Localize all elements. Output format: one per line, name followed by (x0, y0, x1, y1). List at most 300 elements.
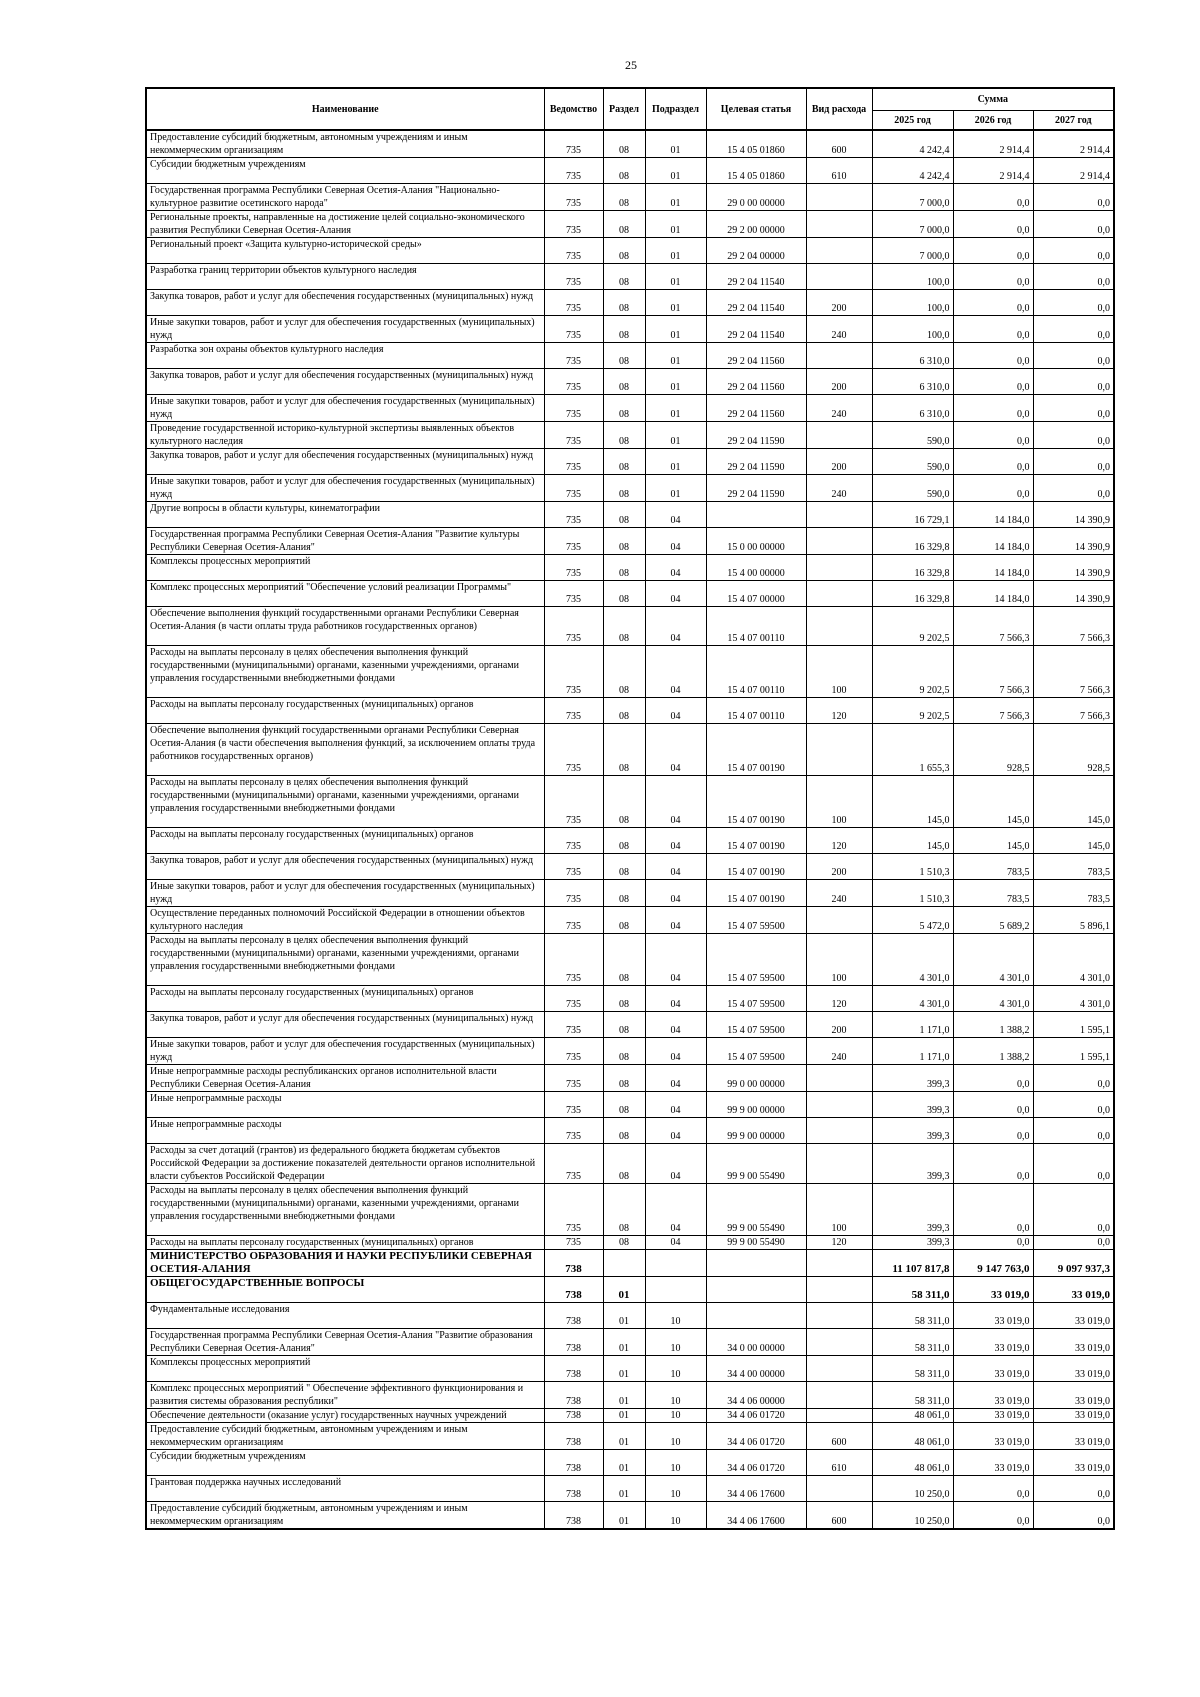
cell-sum-2025: 145,0 (872, 776, 953, 828)
cell-sum-2026: 0,0 (953, 343, 1033, 369)
cell-razdel: 08 (603, 1012, 645, 1038)
cell-celevaya-statya: 99 9 00 00000 (706, 1092, 806, 1118)
cell-podrazdel: 04 (645, 502, 706, 528)
cell-razdel: 08 (603, 184, 645, 211)
cell-name: Обеспечение выполнения функций государственными органами Республики Северная Осетия-Алания (в части оплаты труда работников государственных органов) (146, 607, 544, 646)
cell-sum-2027: 0,0 (1033, 290, 1114, 316)
cell-razdel: 08 (603, 934, 645, 986)
cell-name: Иные закупки товаров, работ и услуг для обеспечения государственных (муниципальных) нужд (146, 475, 544, 502)
cell-name: Другие вопросы в области культуры, кинематографии (146, 502, 544, 528)
cell-vedomstvo: 738 (544, 1277, 603, 1303)
page-number: 25 (625, 58, 637, 72)
cell-razdel: 08 (603, 724, 645, 776)
cell-vid-rashoda: 100 (806, 646, 872, 698)
cell-vid-rashoda: 600 (806, 130, 872, 158)
cell-sum-2026: 1 388,2 (953, 1038, 1033, 1065)
table-row (146, 1144, 1114, 1184)
cell-vedomstvo: 735 (544, 158, 603, 184)
table-row (146, 1329, 1114, 1356)
cell-podrazdel: 04 (645, 1184, 706, 1236)
cell-razdel: 08 (603, 854, 645, 880)
table-row (146, 502, 1114, 528)
cell-sum-2025: 7 000,0 (872, 238, 953, 264)
budget-table (145, 87, 1115, 1530)
cell-celevaya-statya: 34 4 06 17600 (706, 1476, 806, 1502)
cell-vedomstvo: 735 (544, 528, 603, 555)
cell-vedomstvo: 735 (544, 1236, 603, 1250)
cell-sum-2026: 5 689,2 (953, 907, 1033, 934)
cell-sum-2025: 10 250,0 (872, 1476, 953, 1502)
cell-razdel: 01 (603, 1502, 645, 1530)
cell-sum-2025: 48 061,0 (872, 1409, 953, 1423)
cell-sum-2026: 33 019,0 (953, 1356, 1033, 1382)
cell-vedomstvo: 735 (544, 422, 603, 449)
cell-sum-2026: 0,0 (953, 395, 1033, 422)
cell-vid-rashoda: 120 (806, 828, 872, 854)
cell-celevaya-statya: 15 0 00 00000 (706, 528, 806, 555)
table-row (146, 395, 1114, 422)
cell-sum-2025: 1 655,3 (872, 724, 953, 776)
cell-sum-2026: 0,0 (953, 1476, 1033, 1502)
cell-celevaya-statya: 15 4 05 01860 (706, 158, 806, 184)
cell-name: Субсидии бюджетным учреждениям (146, 158, 544, 184)
table-row (146, 1038, 1114, 1065)
cell-vedomstvo: 735 (544, 880, 603, 907)
cell-vedomstvo: 735 (544, 698, 603, 724)
cell-vid-rashoda (806, 1356, 872, 1382)
cell-vedomstvo: 735 (544, 290, 603, 316)
cell-vid-rashoda: 120 (806, 986, 872, 1012)
cell-sum-2027: 33 019,0 (1033, 1303, 1114, 1329)
cell-razdel: 08 (603, 555, 645, 581)
table-row (146, 343, 1114, 369)
cell-vedomstvo: 735 (544, 646, 603, 698)
cell-vid-rashoda (806, 1065, 872, 1092)
cell-sum-2026: 928,5 (953, 724, 1033, 776)
cell-podrazdel: 01 (645, 449, 706, 475)
cell-razdel: 08 (603, 369, 645, 395)
cell-celevaya-statya: 29 0 00 00000 (706, 184, 806, 211)
cell-sum-2025: 58 311,0 (872, 1303, 953, 1329)
cell-vedomstvo: 735 (544, 1118, 603, 1144)
cell-sum-2027: 14 390,9 (1033, 502, 1114, 528)
cell-vedomstvo: 735 (544, 449, 603, 475)
cell-vid-rashoda (806, 1476, 872, 1502)
cell-sum-2027: 1 595,1 (1033, 1038, 1114, 1065)
cell-name: Закупка товаров, работ и услуг для обеспечения государственных (муниципальных) нужд (146, 1012, 544, 1038)
cell-name: Расходы на выплаты персоналу государственных (муниципальных) органов (146, 698, 544, 724)
cell-vid-rashoda: 120 (806, 698, 872, 724)
cell-sum-2027: 7 566,3 (1033, 698, 1114, 724)
cell-sum-2027: 33 019,0 (1033, 1409, 1114, 1423)
cell-celevaya-statya: 15 4 00 00000 (706, 555, 806, 581)
table-row (146, 724, 1114, 776)
cell-razdel: 08 (603, 1092, 645, 1118)
cell-celevaya-statya: 15 4 07 00190 (706, 828, 806, 854)
cell-sum-2025: 48 061,0 (872, 1450, 953, 1476)
cell-name: Иные непрограммные расходы (146, 1092, 544, 1118)
cell-razdel: 08 (603, 986, 645, 1012)
cell-sum-2027: 33 019,0 (1033, 1356, 1114, 1382)
cell-podrazdel: 01 (645, 343, 706, 369)
table-row (146, 369, 1114, 395)
cell-sum-2025: 10 250,0 (872, 1502, 953, 1530)
cell-sum-2026: 0,0 (953, 184, 1033, 211)
cell-sum-2026: 0,0 (953, 316, 1033, 343)
table-body (146, 130, 1114, 1529)
cell-razdel: 08 (603, 1065, 645, 1092)
cell-vid-rashoda (806, 581, 872, 607)
cell-podrazdel: 10 (645, 1423, 706, 1450)
cell-podrazdel: 04 (645, 1144, 706, 1184)
cell-name: Обеспечение выполнения функций государственными органами Республики Северная Осетия-Алания (в части обеспечения выполнения функций, за исключением оплаты труда работников государственных органов) (146, 724, 544, 776)
cell-sum-2026: 4 301,0 (953, 986, 1033, 1012)
cell-vid-rashoda (806, 555, 872, 581)
cell-vid-rashoda (806, 343, 872, 369)
cell-sum-2027: 0,0 (1033, 211, 1114, 238)
cell-celevaya-statya: 15 4 07 00110 (706, 607, 806, 646)
cell-vid-rashoda: 240 (806, 880, 872, 907)
cell-celevaya-statya: 29 2 04 11540 (706, 264, 806, 290)
cell-sum-2027: 4 301,0 (1033, 986, 1114, 1012)
table-row (146, 528, 1114, 555)
cell-sum-2027: 33 019,0 (1033, 1423, 1114, 1450)
cell-sum-2026: 0,0 (953, 475, 1033, 502)
cell-razdel: 01 (603, 1450, 645, 1476)
cell-vedomstvo: 735 (544, 343, 603, 369)
cell-sum-2027: 0,0 (1033, 238, 1114, 264)
header-podrazdel: Подраздел (645, 88, 706, 130)
cell-vid-rashoda: 120 (806, 1236, 872, 1250)
cell-vedomstvo: 738 (544, 1303, 603, 1329)
cell-razdel: 08 (603, 880, 645, 907)
table-row (146, 1423, 1114, 1450)
header-razdel: Раздел (603, 88, 645, 130)
cell-sum-2025: 4 242,4 (872, 158, 953, 184)
table-row (146, 581, 1114, 607)
cell-vid-rashoda (806, 528, 872, 555)
cell-podrazdel: 04 (645, 1038, 706, 1065)
cell-razdel: 08 (603, 907, 645, 934)
cell-celevaya-statya: 15 4 07 00190 (706, 776, 806, 828)
table-row (146, 934, 1114, 986)
cell-vedomstvo: 738 (544, 1382, 603, 1409)
cell-podrazdel: 04 (645, 1012, 706, 1038)
cell-sum-2027: 0,0 (1033, 343, 1114, 369)
cell-name: ОБЩЕГОСУДАРСТВЕННЫЕ ВОПРОСЫ (146, 1277, 544, 1303)
cell-vid-rashoda: 100 (806, 934, 872, 986)
cell-sum-2026: 145,0 (953, 776, 1033, 828)
cell-sum-2025: 9 202,5 (872, 646, 953, 698)
table-row (146, 290, 1114, 316)
cell-celevaya-statya: 15 4 07 59500 (706, 1038, 806, 1065)
cell-name: Иные закупки товаров, работ и услуг для обеспечения государственных (муниципальных) нужд (146, 395, 544, 422)
cell-podrazdel: 01 (645, 290, 706, 316)
cell-podrazdel: 01 (645, 158, 706, 184)
cell-razdel: 01 (603, 1329, 645, 1356)
cell-sum-2025: 1 171,0 (872, 1038, 953, 1065)
cell-sum-2025: 145,0 (872, 828, 953, 854)
cell-vid-rashoda (806, 1277, 872, 1303)
cell-vedomstvo: 738 (544, 1502, 603, 1530)
cell-celevaya-statya: 34 0 00 00000 (706, 1329, 806, 1356)
table-row (146, 422, 1114, 449)
cell-razdel: 01 (603, 1277, 645, 1303)
cell-sum-2025: 5 472,0 (872, 907, 953, 934)
cell-vedomstvo: 735 (544, 475, 603, 502)
cell-sum-2025: 399,3 (872, 1184, 953, 1236)
cell-razdel: 08 (603, 1144, 645, 1184)
cell-podrazdel: 10 (645, 1303, 706, 1329)
cell-sum-2025: 9 202,5 (872, 607, 953, 646)
cell-vid-rashoda (806, 607, 872, 646)
cell-podrazdel: 04 (645, 986, 706, 1012)
cell-name: Государственная программа Республики Северная Осетия-Алания "Национально-культурное развитие осетинского народа" (146, 184, 544, 211)
cell-sum-2027: 0,0 (1033, 1236, 1114, 1250)
cell-vedomstvo: 735 (544, 1184, 603, 1236)
cell-vid-rashoda (806, 238, 872, 264)
cell-podrazdel: 04 (645, 528, 706, 555)
cell-name: Предоставление субсидий бюджетным, автономным учреждениям и иным некоммерческим организациям (146, 1502, 544, 1530)
table-row (146, 1303, 1114, 1329)
cell-vid-rashoda (806, 184, 872, 211)
cell-vid-rashoda (806, 422, 872, 449)
cell-sum-2027: 14 390,9 (1033, 555, 1114, 581)
cell-podrazdel: 04 (645, 1118, 706, 1144)
table-row (146, 1382, 1114, 1409)
table-row (146, 907, 1114, 934)
cell-sum-2025: 399,3 (872, 1118, 953, 1144)
cell-sum-2026: 33 019,0 (953, 1303, 1033, 1329)
cell-sum-2027: 0,0 (1033, 422, 1114, 449)
cell-vedomstvo: 735 (544, 238, 603, 264)
table-row (146, 238, 1114, 264)
cell-sum-2026: 33 019,0 (953, 1382, 1033, 1409)
cell-vedomstvo: 735 (544, 854, 603, 880)
cell-celevaya-statya: 15 4 07 59500 (706, 986, 806, 1012)
cell-sum-2025: 100,0 (872, 290, 953, 316)
cell-razdel: 08 (603, 449, 645, 475)
cell-podrazdel: 01 (645, 475, 706, 502)
cell-sum-2025: 6 310,0 (872, 395, 953, 422)
cell-sum-2027: 0,0 (1033, 395, 1114, 422)
cell-celevaya-statya: 29 2 04 11560 (706, 395, 806, 422)
cell-celevaya-statya: 29 2 00 00000 (706, 211, 806, 238)
table-row (146, 130, 1114, 158)
cell-podrazdel: 04 (645, 1236, 706, 1250)
cell-sum-2025: 7 000,0 (872, 184, 953, 211)
cell-sum-2027: 7 566,3 (1033, 607, 1114, 646)
cell-sum-2026: 14 184,0 (953, 502, 1033, 528)
table-row (146, 1236, 1114, 1250)
cell-podrazdel: 04 (645, 776, 706, 828)
cell-vid-rashoda (806, 264, 872, 290)
cell-sum-2027: 928,5 (1033, 724, 1114, 776)
table-row (146, 1012, 1114, 1038)
cell-vedomstvo: 735 (544, 1012, 603, 1038)
cell-sum-2025: 4 301,0 (872, 934, 953, 986)
cell-sum-2027: 0,0 (1033, 1118, 1114, 1144)
cell-vid-rashoda: 200 (806, 1012, 872, 1038)
cell-name: Обеспечение деятельности (оказание услуг) государственных научных учреждений (146, 1409, 544, 1423)
cell-celevaya-statya: 34 4 06 00000 (706, 1382, 806, 1409)
cell-name: Региональные проекты, направленные на достижение целей социально-экономического развития Республики Северная Осетия-Алания (146, 211, 544, 238)
table-row (146, 1450, 1114, 1476)
cell-razdel: 01 (603, 1423, 645, 1450)
table-row (146, 316, 1114, 343)
cell-celevaya-statya: 15 4 07 59500 (706, 1012, 806, 1038)
cell-sum-2025: 100,0 (872, 264, 953, 290)
cell-sum-2025: 16 329,8 (872, 555, 953, 581)
cell-sum-2025: 58 311,0 (872, 1329, 953, 1356)
cell-sum-2027: 0,0 (1033, 264, 1114, 290)
cell-name: Закупка товаров, работ и услуг для обеспечения государственных (муниципальных) нужд (146, 290, 544, 316)
cell-podrazdel: 01 (645, 184, 706, 211)
cell-celevaya-statya: 99 9 00 55490 (706, 1236, 806, 1250)
cell-razdel: 01 (603, 1476, 645, 1502)
cell-name: Региональный проект «Защита культурно-исторической среды» (146, 238, 544, 264)
cell-vedomstvo: 735 (544, 184, 603, 211)
cell-podrazdel: 10 (645, 1356, 706, 1382)
cell-vid-rashoda (806, 502, 872, 528)
cell-vid-rashoda (806, 211, 872, 238)
cell-sum-2027: 145,0 (1033, 828, 1114, 854)
cell-vedomstvo: 735 (544, 211, 603, 238)
cell-razdel: 08 (603, 130, 645, 158)
cell-sum-2027: 783,5 (1033, 854, 1114, 880)
cell-sum-2027: 2 914,4 (1033, 158, 1114, 184)
cell-name: Предоставление субсидий бюджетным, автономным учреждениям и иным некоммерческим организациям (146, 130, 544, 158)
cell-name: Комплексы процессных мероприятий (146, 555, 544, 581)
cell-celevaya-statya: 99 9 00 00000 (706, 1118, 806, 1144)
cell-name: Иные закупки товаров, работ и услуг для обеспечения государственных (муниципальных) нужд (146, 880, 544, 907)
cell-sum-2025: 590,0 (872, 422, 953, 449)
cell-sum-2026: 1 388,2 (953, 1012, 1033, 1038)
cell-sum-2025: 58 311,0 (872, 1356, 953, 1382)
cell-vid-rashoda (806, 1303, 872, 1329)
cell-celevaya-statya: 29 2 04 11590 (706, 422, 806, 449)
cell-sum-2025: 590,0 (872, 475, 953, 502)
cell-podrazdel: 01 (645, 264, 706, 290)
table-row (146, 1065, 1114, 1092)
cell-celevaya-statya: 99 0 00 00000 (706, 1065, 806, 1092)
cell-sum-2026: 0,0 (953, 1065, 1033, 1092)
cell-razdel: 01 (603, 1409, 645, 1423)
cell-sum-2025: 6 310,0 (872, 343, 953, 369)
cell-razdel: 08 (603, 316, 645, 343)
header-summa: Сумма (872, 88, 1114, 111)
cell-podrazdel: 04 (645, 828, 706, 854)
cell-sum-2026: 7 566,3 (953, 646, 1033, 698)
cell-razdel: 01 (603, 1382, 645, 1409)
cell-sum-2027: 145,0 (1033, 776, 1114, 828)
header-vedomstvo: Ведомство (544, 88, 603, 130)
cell-razdel: 08 (603, 1038, 645, 1065)
cell-celevaya-statya: 99 9 00 55490 (706, 1144, 806, 1184)
cell-podrazdel: 01 (645, 316, 706, 343)
table-row (146, 776, 1114, 828)
cell-razdel: 08 (603, 264, 645, 290)
cell-vid-rashoda (806, 907, 872, 934)
cell-sum-2026: 33 019,0 (953, 1423, 1033, 1450)
cell-podrazdel: 10 (645, 1409, 706, 1423)
cell-sum-2025: 6 310,0 (872, 369, 953, 395)
cell-sum-2026: 14 184,0 (953, 581, 1033, 607)
cell-sum-2026: 0,0 (953, 369, 1033, 395)
cell-razdel: 08 (603, 211, 645, 238)
cell-celevaya-statya: 29 2 04 11590 (706, 449, 806, 475)
cell-sum-2025: 4 242,4 (872, 130, 953, 158)
table-row (146, 1356, 1114, 1382)
cell-podrazdel: 04 (645, 607, 706, 646)
cell-vid-rashoda: 240 (806, 475, 872, 502)
cell-sum-2025: 58 311,0 (872, 1382, 953, 1409)
cell-sum-2025: 7 000,0 (872, 211, 953, 238)
table-row (146, 698, 1114, 724)
cell-name: Субсидии бюджетным учреждениям (146, 1450, 544, 1476)
cell-vid-rashoda: 600 (806, 1423, 872, 1450)
cell-name: Государственная программа Республики Северная Осетия-Алания "Развитие образования Республики Северная Осетия-Алания" (146, 1329, 544, 1356)
cell-name: Комплекс процессных мероприятий " Обеспечение эффективного функционирования и развития системы образования республики" (146, 1382, 544, 1409)
cell-celevaya-statya: 15 4 07 00190 (706, 854, 806, 880)
cell-celevaya-statya (706, 1250, 806, 1277)
cell-celevaya-statya: 15 4 05 01860 (706, 130, 806, 158)
cell-vedomstvo: 735 (544, 1038, 603, 1065)
cell-sum-2027: 0,0 (1033, 1144, 1114, 1184)
cell-sum-2026: 0,0 (953, 1092, 1033, 1118)
cell-celevaya-statya: 34 4 00 00000 (706, 1356, 806, 1382)
cell-sum-2027: 14 390,9 (1033, 581, 1114, 607)
cell-podrazdel: 01 (645, 395, 706, 422)
cell-vedomstvo: 735 (544, 1065, 603, 1092)
cell-name: Иные закупки товаров, работ и услуг для обеспечения государственных (муниципальных) нужд (146, 1038, 544, 1065)
cell-podrazdel: 01 (645, 211, 706, 238)
cell-name: Фундаментальные исследования (146, 1303, 544, 1329)
cell-podrazdel: 01 (645, 130, 706, 158)
cell-vedomstvo: 735 (544, 776, 603, 828)
cell-podrazdel (645, 1250, 706, 1277)
cell-celevaya-statya: 29 2 04 11540 (706, 316, 806, 343)
cell-name: Предоставление субсидий бюджетным, автономным учреждениям и иным некоммерческим организациям (146, 1423, 544, 1450)
table-row (146, 1184, 1114, 1236)
cell-podrazdel: 10 (645, 1450, 706, 1476)
cell-name: Расходы на выплаты персоналу в целях обеспечения выполнения функций государственными (муниципальными) органами, казенными учреждениями, органами управления государственными внебюджетными фондами (146, 646, 544, 698)
cell-sum-2026: 0,0 (953, 449, 1033, 475)
cell-name: Расходы на выплаты персоналу государственных (муниципальных) органов (146, 986, 544, 1012)
cell-razdel: 01 (603, 1356, 645, 1382)
table-row (146, 986, 1114, 1012)
cell-sum-2025: 9 202,5 (872, 698, 953, 724)
cell-podrazdel: 10 (645, 1382, 706, 1409)
cell-sum-2026: 14 184,0 (953, 528, 1033, 555)
cell-name: Комплексы процессных мероприятий (146, 1356, 544, 1382)
cell-sum-2026: 145,0 (953, 828, 1033, 854)
header-year-2026: 2026 год (953, 111, 1033, 131)
cell-vedomstvo: 735 (544, 502, 603, 528)
cell-sum-2026: 783,5 (953, 854, 1033, 880)
cell-podrazdel: 04 (645, 1092, 706, 1118)
cell-sum-2026: 33 019,0 (953, 1409, 1033, 1423)
cell-sum-2027: 0,0 (1033, 1092, 1114, 1118)
cell-razdel: 08 (603, 828, 645, 854)
cell-celevaya-statya: 29 2 04 11540 (706, 290, 806, 316)
cell-sum-2025: 399,3 (872, 1065, 953, 1092)
cell-sum-2027: 0,0 (1033, 1502, 1114, 1530)
cell-razdel (603, 1250, 645, 1277)
cell-sum-2026: 9 147 763,0 (953, 1250, 1033, 1277)
table-row (146, 555, 1114, 581)
cell-vedomstvo: 738 (544, 1250, 603, 1277)
